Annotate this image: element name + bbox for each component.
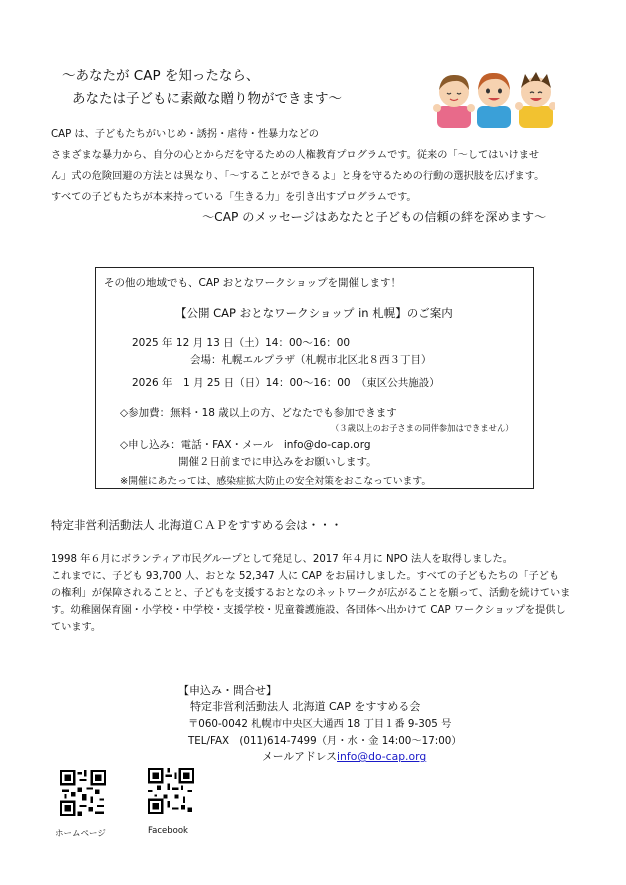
intro-line-4: すべての子どもたちが本来持っている「生きる力」を引き出すプログラムです。: [51, 192, 417, 203]
intro-message: ～CAP のメッセージはあなたと子どもの信頼の絆を深めます～: [202, 210, 547, 224]
fee-info: ◇参加費：無料・18 歳以上の方、どなたでも参加できます: [120, 407, 397, 419]
contact-org-name: 特定非営利活動法人 北海道 CAP をすすめる会: [190, 700, 421, 713]
email-link[interactable]: info@do-cap.org: [337, 750, 427, 763]
session-2-date: 2026 年 1 月 25 日（日）14：00～16：00 （東区公共施設）: [132, 377, 440, 389]
qr-caption-facebook: Facebook: [148, 826, 188, 836]
org-line-1: 1998 年６月にボランティア市民グループとして発足し、2017 年４月に NPO 法人を取得しました。: [51, 554, 513, 565]
session-1-date: 2025 年 12 月 13 日（土）14：00～16：00: [132, 337, 351, 349]
fee-note: （３歳以上のお子さまの同伴参加はできません）: [331, 423, 514, 433]
org-heading: 特定非営利活動法人 北海道ＣＡＰをすすめる会は・・・: [51, 518, 343, 532]
safety-note: ※開催にあたっては、感染症拡大防止の安全対策をおこなっています。: [120, 476, 432, 487]
apply-note: 開催２日前までに申込みをお願いします。: [178, 456, 377, 468]
qr-code-facebook[interactable]: [148, 768, 194, 814]
org-line-3: の権利」が保障されることと、子どもを支援するおとなのネットワークが広がることを願って、活動を続けていま: [51, 588, 571, 599]
apply-info: ◇申し込み：電話・FAX・メール info@do-cap.org: [120, 439, 371, 451]
contact-tel-fax: TEL/FAX (011)614-7499（月・水・金 14:00～17:00）: [188, 735, 462, 747]
child-1-icon: [433, 75, 475, 128]
child-3-icon: [515, 72, 555, 128]
header-line-2: あなたは子どもに素敵な贈り物ができます～: [72, 91, 342, 107]
contact-heading: 【申込み・問合せ】: [178, 684, 277, 697]
intro-line-1: CAP は、子どもたちがいじめ・誘拐・虐待・性暴力などの: [51, 129, 319, 140]
email-label: メールアドレス: [262, 750, 338, 763]
header-line-1: ～あなたが CAP を知ったなら、: [62, 68, 260, 84]
intro-line-3: ん」式の危険回避の方法とは異なり、「～することができるよ」と身を守るための行動の選択肢を広げます。: [51, 171, 545, 182]
contact-email-row: [262, 749, 426, 764]
workshop-box: [95, 267, 534, 489]
session-1-venue: 会場：札幌エルプラザ（札幌市北区北８西３丁目）: [190, 354, 432, 366]
children-illustration: [433, 66, 555, 128]
org-line-2: これまでに、子ども 93,700 人、おとな 52,347 人に CAP をお届けしました。すべての子どもたちの「子ども: [51, 571, 560, 582]
qr-code-homepage[interactable]: [60, 770, 106, 816]
intro-line-2: さまざまな暴力から、自分の心とからだを守るための人権教育プログラムです。従来の「～してはいけませ: [51, 150, 540, 161]
org-line-5: ています。: [51, 622, 102, 633]
org-line-4: す。幼稚園保育園・小学校・中学校・支援学校・児童養護施設、各団体へ出かけて CAP ワークショップを提供し: [51, 605, 566, 616]
child-2-icon: [477, 73, 511, 128]
contact-address: 〒060-0042 札幌市中央区大通西 18 丁目１番 9-305 号: [188, 718, 452, 730]
workshop-lead: その他の地域でも、CAP おとなワークショップを開催します！: [104, 277, 401, 289]
qr-caption-homepage: ホームページ: [55, 829, 106, 839]
workshop-title: 【公開 CAP おとなワークショップ in 札幌】のご案内: [175, 306, 453, 320]
